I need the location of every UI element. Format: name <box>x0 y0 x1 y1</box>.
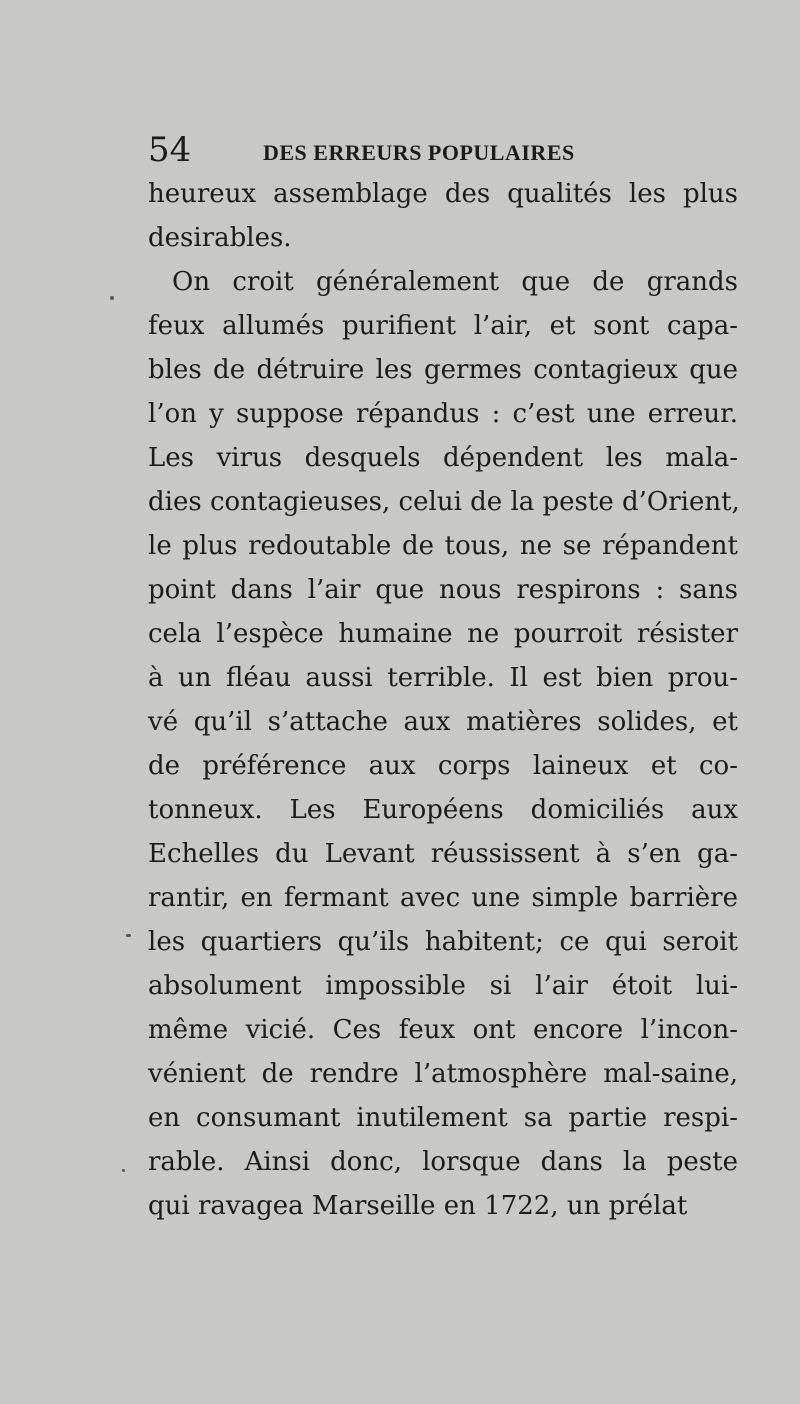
text-line: le plus redoutable de tous, ne se répandent <box>148 531 738 561</box>
text-line: tonneux. Les Européens domiciliés aux <box>148 795 738 825</box>
text-line: heureux assemblage des qualités les plus <box>148 179 738 209</box>
text-line: point dans l’air que nous respirons : sans <box>148 575 738 605</box>
text-line: dies contagieuses, celui de la peste d’Orient, <box>148 487 740 517</box>
running-title: DES ERREURS POPULAIRES <box>263 140 575 165</box>
text-line: rantir, en fermant avec une simple barrière <box>148 883 738 913</box>
body-text <box>148 172 738 1228</box>
text-line: Les virus desquels dépendent les mala- <box>148 443 738 473</box>
page-header <box>148 130 668 170</box>
text-line: de préférence aux corps laineux et co- <box>148 751 738 781</box>
paper-speck <box>126 934 131 937</box>
text-line: qui ravagea Marseille en 1722, un prélat <box>148 1191 688 1221</box>
text-line: cela l’espèce humaine ne pourroit résister <box>148 619 738 649</box>
text-line: les quartiers qu’ils habitent; ce qui seroit <box>148 927 738 957</box>
text-line: en consumant inutilement sa partie respi- <box>148 1103 738 1133</box>
text-line: desirables. <box>148 223 292 253</box>
text-line: feux allumés purifient l’air, et sont capa- <box>148 311 738 341</box>
paper-speck <box>110 296 114 300</box>
text-line: à un fléau aussi terrible. Il est bien prou- <box>148 663 738 693</box>
text-line: Echelles du Levant réussissent à s’en ga- <box>148 839 738 869</box>
text-line: On croit généralement que de grands <box>172 267 738 297</box>
text-line: vénient de rendre l’atmosphère mal-saine, <box>148 1059 738 1089</box>
paper-speck <box>122 1169 125 1172</box>
page-number: 54 <box>148 130 192 170</box>
text-line: rable. Ainsi donc, lorsque dans la peste <box>148 1147 738 1177</box>
text-line: même vicié. Ces feux ont encore l’incon- <box>148 1015 738 1045</box>
text-line: bles de détruire les germes contagieux que <box>148 355 738 385</box>
text-line: vé qu’il s’attache aux matières solides, et <box>148 707 738 737</box>
text-line: absolument impossible si l’air étoit lui- <box>148 971 738 1001</box>
text-line: l’on y suppose répandus : c’est une erreur. <box>148 399 738 429</box>
